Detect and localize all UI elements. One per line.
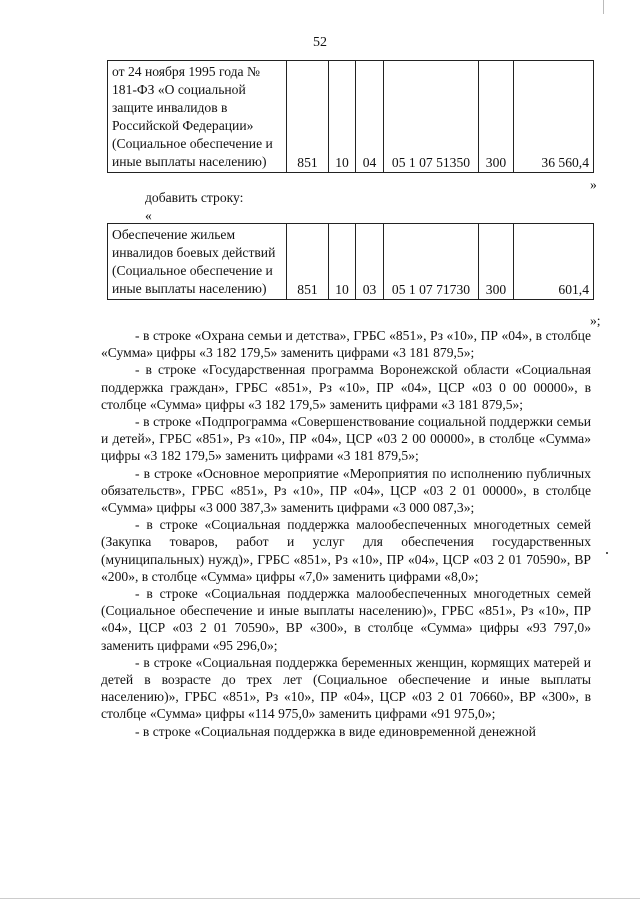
amendment-paragraph: - в строке «Социальная поддержка малообеспеченных многодетных семей (Закупка товаров, работ и услуг для обеспечения государственных (муниципальных) нужд)», ГРБС «851», Рз «10», ПР «04», ЦСР «03 2 01 70590», ВР «200», в столбце «Сумма» цифры «7,0» заменить цифрами «8,0»; [101, 517, 591, 584]
amendment-paragraph: - в строке «Социальная поддержка в виде единовременной денежной [135, 723, 536, 739]
vr-cell: 300 [479, 224, 514, 300]
row-name-cell: Обеспечение жильем инвалидов боевых действий (Социальное обеспечение и иные выплаты населению) [108, 224, 287, 300]
scan-mark [603, 0, 604, 14]
grbs-cell: 851 [287, 224, 329, 300]
rz-cell: 10 [329, 61, 356, 173]
pr-cell: 04 [356, 61, 384, 173]
amendment-paragraph: - в строке «Основное мероприятие «Мероприятия по исполнению публичных обязательств», ГРБС «851», Рз «10», ПР «04», ЦСР «03 2 01 00000», в столбце «Сумма» цифры «3 000 387,3» заменить цифрами «3 000 087,3»; [101, 465, 591, 516]
closing-quote-mark: » [590, 177, 597, 192]
pr-cell: 03 [356, 224, 384, 300]
amendment-paragraph: - в строке «Охрана семьи и детства», ГРБС «851», Рз «10», ПР «04», в столбце «Сумма» цифры «3 182 179,5» заменить цифрами «3 181 879,5»; [101, 328, 591, 361]
scan-speck [606, 552, 608, 554]
sum-cell: 601,4 [514, 224, 594, 300]
opening-quote-mark: « [145, 208, 152, 223]
scan-edge-line [0, 898, 640, 899]
table-row [108, 61, 594, 173]
budget-table-existing-row [107, 60, 594, 173]
rz-cell: 10 [329, 224, 356, 300]
amendment-paragraph: - в строке «Подпрограмма «Совершенствование социальной поддержки семьи и детей», ГРБС «851», Рз «10», ПР «04», ЦСР «03 2 00 00000», в столбце «Сумма» цифры «3 182 179,5» заменить цифрами «3 181 879,5»; [101, 414, 591, 464]
amendment-paragraph: - в строке «Социальная поддержка беременных женщин, кормящих матерей и детей в возрасте до трех лет (Социальное обеспечение и иные выплаты населению)», ГРБС «851», Рз «10», ПР «04», ЦСР «03 2 01 70660», ВР «300», в столбце «Сумма» цифры «114 975,0» заменить цифрами «91 975,0»; [101, 654, 591, 722]
table-row [108, 224, 594, 300]
sum-cell: 36 560,4 [514, 61, 594, 173]
vr-cell: 300 [479, 61, 514, 173]
csr-cell: 05 1 07 51350 [384, 61, 479, 173]
budget-table-new-row [107, 223, 594, 300]
amendment-paragraph: - в строке «Социальная поддержка малообеспеченных многодетных семей (Социальное обеспечение и иные выплаты населению)», ГРБС «851», Рз «10», ПР «04», ЦСР «03 2 01 70590», ВР «300», в столбце «Сумма» цифры «93 797,0» заменить цифрами «95 296,0»; [101, 586, 591, 653]
row-name-cell: от 24 ноября 1995 года № 181-ФЗ «О социальной защите инвалидов в Российской Федерации» (Социальное обеспечение и иные выплаты населению) [108, 61, 287, 173]
amendment-paragraph: - в строке «Государственная программа Воронежской области «Социальная поддержка граждан», ГРБС «851», Рз «10», ПР «04», ЦСР «03 0 00 00000», в столбце «Сумма» цифры «3 182 179,5» заменить цифрами «3 181 879,5»; [101, 362, 591, 412]
amendment-text [101, 327, 591, 740]
closing-quote-semicolon: »; [590, 313, 601, 328]
add-row-instruction: добавить строку: [145, 190, 244, 205]
csr-cell: 05 1 07 71730 [384, 224, 479, 300]
grbs-cell: 851 [287, 61, 329, 173]
page-number: 52 [313, 35, 327, 50]
